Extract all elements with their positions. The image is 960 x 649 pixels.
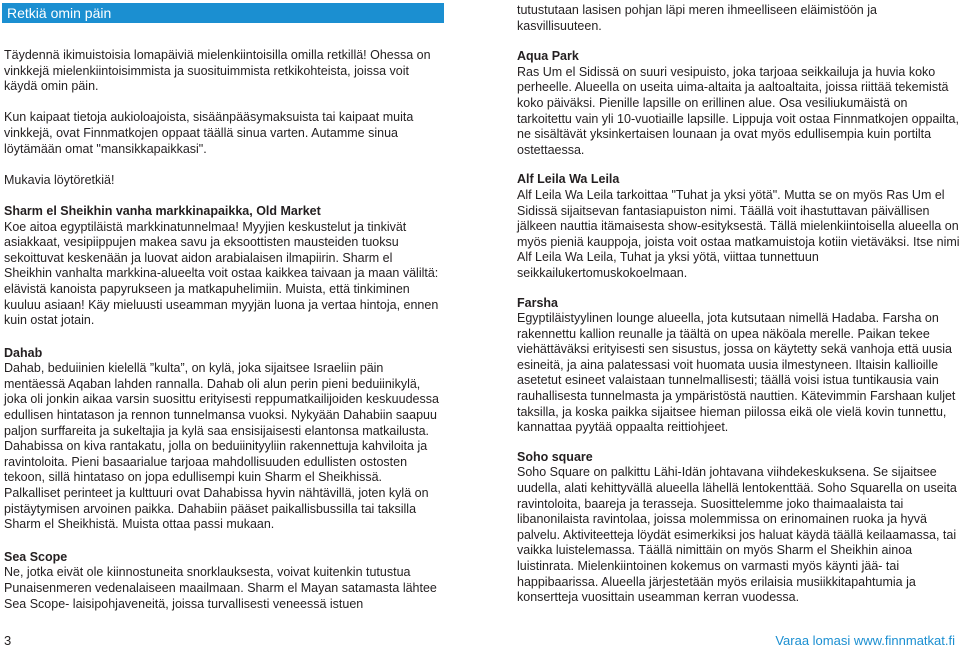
section-heading-dahab: Dahab	[4, 345, 43, 360]
continued-paragraph: tutustutaan lasisen pohjan läpi meren ihmeelliseen eläimistöön ja kasvillisuuteen.	[517, 3, 877, 33]
section-body-farsha: Egyptiläistyylinen lounge alueella, jota kutsutaan nimellä Hadaba. Farsha on rakennettu kallion reunalle ja täältä on upea näköala merelle. Paikan tekee viehättäväksi erityisesti sen sisustus, jossa on käytetty sekä vanhoja että uusia esineitä, ja aina palatessasi voit huomata uusia ilmestyneen. Iltaisin kallioille asetetut esineet valaistaan tunnelmallisesti; täällä voisi istua tuntikausia vain rauhallisesta tunnelmasta ja ympäristöstä nauttien. Kätevimmin Farshaan kuljet taksilla, ja koska paikka sijaitsee hieman piilossa eikä ole vielä kovin tunnettu, kannattaa pyytää oppaalta reittiohjeet.	[517, 311, 956, 435]
intro-paragraph: Kun kaipaat tietoja aukioloajoista, sisäänpääsymaksuista tai kaipaat muita vinkkejä, ovat Finnmatkojen oppaat täällä sinua varten. Autamme sinua löytämään omat "mansikkapaikkasi".	[4, 110, 414, 156]
section-heading-farsha: Farsha	[517, 295, 558, 310]
section-heading-old-market: Sharm el Sheikhin vanha markkinapaikka, Old Market	[4, 203, 321, 218]
section-banner	[2, 3, 444, 23]
left-column	[4, 48, 440, 612]
section-body-aqua-park: Ras Um el Sidissä on suuri vesipuisto, joka tarjoaa seikkailuja ja huvia koko perheelle. Alueella on useita uima-altaita ja aaltoaltaita, joissa riittää tekemistä koko päiväksi. Pienille lapsille on erillinen alue. Osa vesiliukumäistä on tarkoitettu vain yli 10-vuotiaille lapsille. Lippuja voit ostaa Finnmatkojen oppailta, ne sisältävät yksinkertaisen lounaan ja ovat myös edullisempia kuin portilta ostettaessa.	[517, 64, 959, 157]
right-column	[517, 3, 960, 606]
intro-closing: Mukavia löytöretkiä!	[4, 172, 115, 187]
intro-paragraph: Täydennä ikimuistoisia lomapäiviä mielenkiintoisilla omilla retkillä! Ohessa on vinkkejä mielenkiintoisimmista ja suosituimmista retkikohteista, joissa voit käydä omin päin.	[4, 48, 431, 94]
footer-link[interactable]: Varaa lomasi www.finnmatkat.fi	[775, 633, 955, 648]
section-heading-alf-leila: Alf Leila Wa Leila	[517, 172, 620, 187]
section-body-old-market: Koe aitoa egyptiläistä markkinatunnelmaa! Myyjien keskustelut ja tinkivät asiakkaat, vesipiippujen makea savu ja eksoottisten mausteiden tuoksu sekoittuvat keskenään ja luovat aidon arabialaisen ilmapiirin. Sharm el Sheikhin vanhalta markkina-alueelta voit ostaa kaikkea taivaan ja maan väliltä: elävistä kanoista papyrukseen ja matkapuhelimiin. Muista, että tinkiminen kuuluu asiaan! Käy mieluusti useamman myyjän luona ja vertaa hintoja, ennen kuin ostat jotain.	[4, 219, 439, 328]
section-body-alf-leila: Alf Leila Wa Leila tarkoittaa "Tuhat ja yksi yötä". Mutta se on myös Ras Um el Sidissä sijaitsevan fantasiapuiston nimi. Täällä voit ihastuttavan päivällisen jälkeen nauttia itämaisesta show-esityksestä. Tällä mielenkiintoisella alueella on myös pieniä kauppoja, joista voit ostaa matkamuistoja kotiin vietäväksi. Itse nimi Alf Leila Wa Leila, Tuhat ja yksi yötä, viittaa tunnettuun seikkailukertomuskokoelmaan.	[517, 187, 960, 280]
section-body-dahab: Dahab, beduiinien kielellä ”kulta”, on kylä, joka sijaitsee Israeliin päin mentäessä Aqaban lahden rannalla. Dahab oli alun perin pieni beduiinikylä, joka oli jonkin aikaa varsin suosittu erityisesti reppumatkailijoiden keskuudessa edullisen hintatason ja rennon tunnelmansa vuoksi. Nykyään Dahabiin saapuu paljon surffareita ja sukeltajia ja kylä saa ensisijaisesti elantonsa matkailusta. Dahabissa on kiva rantakatu, jolla on beduiinityyliin rakennettuja kahviloita ja ravintoloita. Pieni basaarialue tarjoaa mahdollisuuden edullisten ostosten tekoon, sillä hintataso on jopa edullisempi kuin Sharm el Sheikhissä. Palkalliset perinteet ja kulttuuri ovat Dahabissa hyvin nähtävillä, joten kylä on pistäytymisen arvoinen paikka. Dahabiin pääset paikallisbussilla tai taksilla Sharm el Sheikhistä. Muista ottaa passi mukaan.	[4, 361, 439, 532]
section-heading-sea-scope: Sea Scope	[4, 549, 68, 564]
section-body-sea-scope: Ne, jotka eivät ole kiinnostuneita snorklauksesta, voivat kuitenkin tutustua Punaisenmeren vedenalaiseen maailmaan. Sharm el Mayan satamasta lähtee Sea Scope- laisipohjaveneitä, joissa turvallisesti veneessä istuen	[4, 565, 437, 611]
banner-title: Retkiä omin päin	[7, 5, 112, 21]
section-heading-aqua-park: Aqua Park	[517, 49, 579, 64]
section-heading-soho-square: Soho square	[517, 449, 593, 464]
page-number: 3	[4, 633, 12, 648]
section-body-soho-square: Soho Square on palkittu Lähi-Idän johtavana viihdekeskuksena. Se sijaitsee uudella, alati kehittyvällä alueella lähellä lentokenttää. Soho Squarella on useita ravintoloita, baareja ja terasseja. Suosittelemme joko thaimaalaista tai libanonilaista ravintolaa, joissa molemmissa on erinomainen ruoka ja hyvä palvelu. Aktiviteetteja löydät esimerkiksi jos haluat käydä täällä keilaamassa, tai vaikka luistelemassa. Täällä nimittäin on myös Sharm el Sheikhin ainoa luistinrata. Mielenkiintoinen kokemus on varmasti myös käynti jää- tai happibaarissa. Alueella järjestetään myös erilaisia musiikkitapahtumia ja konsertteja vuosittain useamman kerran vuodessa.	[517, 465, 957, 605]
